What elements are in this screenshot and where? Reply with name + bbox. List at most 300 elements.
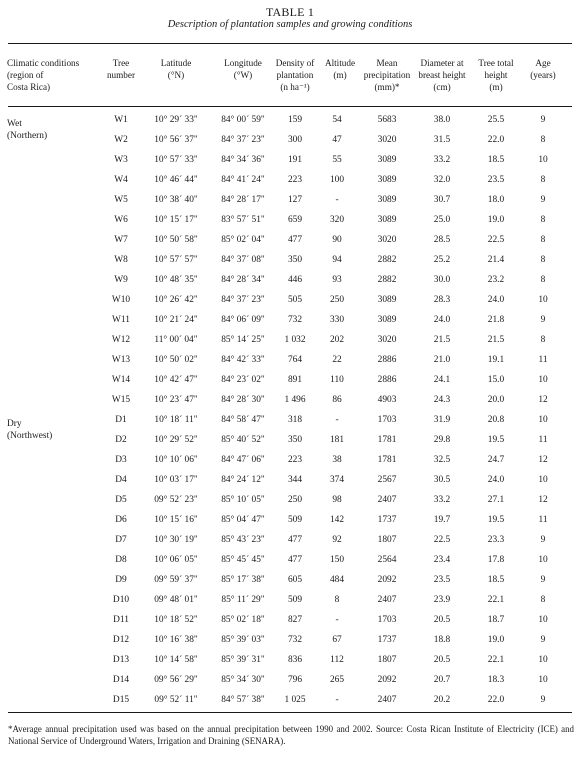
tree-number-cell: W5 [114, 195, 128, 205]
diameter-cell: 25.0 [433, 215, 451, 225]
density-cell: 223 [287, 175, 303, 185]
diameter-cell: 28.5 [433, 235, 451, 245]
header-tree-number: Tree number [106, 58, 136, 80]
altitude-cell: 90 [332, 235, 342, 245]
tree-number-cell: D13 [112, 655, 130, 665]
latitude-cell: 10° 16´ 38" [154, 635, 198, 645]
table-row [0, 690, 580, 710]
tree-number-cell: W15 [111, 395, 131, 405]
table-row [0, 370, 580, 390]
tree-number-cell: D14 [112, 675, 130, 685]
height-cell: 22.5 [487, 235, 505, 245]
tree-number-cell: W1 [114, 115, 128, 125]
density-cell: 764 [287, 355, 303, 365]
height-cell: 18.5 [487, 575, 505, 585]
altitude-cell: 92 [332, 535, 342, 545]
altitude-cell: - [335, 695, 339, 705]
latitude-cell: 10° 10´ 06" [154, 455, 198, 465]
tree-number-cell: W6 [114, 215, 128, 225]
diameter-cell: 23.9 [433, 595, 451, 605]
altitude-cell: 250 [329, 295, 345, 305]
precipitation-cell: 2564 [377, 555, 397, 565]
height-cell: 19.5 [487, 435, 505, 445]
longitude-cell: 84° 42´ 33" [221, 355, 265, 365]
diameter-cell: 30.7 [433, 195, 451, 205]
density-cell: 1 025 [284, 695, 306, 705]
age-cell: 10 [538, 155, 548, 165]
diameter-cell: 20.7 [433, 675, 451, 685]
precipitation-cell: 3089 [377, 215, 397, 225]
longitude-cell: 85° 39´ 03" [221, 635, 265, 645]
table-number: TABLE 1 [265, 5, 315, 19]
tree-number-cell: W3 [114, 155, 128, 165]
diameter-cell: 24.3 [433, 395, 451, 405]
table-row [0, 110, 580, 130]
density-cell: 350 [287, 255, 303, 265]
diameter-cell: 21.0 [433, 355, 451, 365]
longitude-cell: 84° 41´ 24" [221, 175, 265, 185]
latitude-cell: 09° 52´ 23" [154, 495, 198, 505]
latitude-cell: 10° 18´ 11" [154, 415, 198, 425]
table-footnote: *Average annual precipitation used was based on the annual precipitation between 1990 and 2002. Source: Costa Rican Institute of Electricity (ICE) and National Service of Underground Waters, Irrigation and Draining (SENARA). [8, 724, 574, 746]
precipitation-cell: 1703 [377, 415, 397, 425]
density-cell: 891 [287, 375, 303, 385]
precipitation-cell: 3089 [377, 315, 397, 325]
header-latitude: Latitude (°N) [160, 58, 192, 80]
precipitation-cell: 2882 [377, 255, 397, 265]
height-cell: 20.8 [487, 415, 505, 425]
latitude-cell: 10° 26´ 42" [154, 295, 198, 305]
density-cell: 1 032 [284, 335, 306, 345]
header-height: Tree total height (m) [478, 58, 514, 92]
table-row [0, 510, 580, 530]
density-cell: 477 [287, 555, 303, 565]
table-row [0, 310, 580, 330]
altitude-cell: 67 [332, 635, 342, 645]
diameter-cell: 20.2 [433, 695, 451, 705]
height-cell: 19.5 [487, 515, 505, 525]
altitude-cell: 110 [330, 375, 344, 385]
latitude-cell: 10° 06´ 05" [154, 555, 198, 565]
longitude-cell: 84° 37´ 23" [221, 135, 265, 145]
diameter-cell: 28.3 [433, 295, 451, 305]
latitude-cell: 10° 50´ 02" [154, 355, 198, 365]
latitude-cell: 10° 38´ 40" [154, 195, 198, 205]
table-row [0, 450, 580, 470]
diameter-cell: 30.0 [433, 275, 451, 285]
density-cell: 732 [287, 315, 303, 325]
height-cell: 23.5 [487, 175, 505, 185]
age-cell: 11 [538, 355, 548, 365]
header-diameter: Diameter at breast height (cm) [418, 58, 466, 92]
diameter-cell: 33.2 [433, 155, 451, 165]
tree-number-cell: W7 [114, 235, 128, 245]
height-cell: 23.3 [487, 535, 505, 545]
density-cell: 836 [287, 655, 303, 665]
longitude-cell: 85° 02´ 04" [221, 235, 265, 245]
tree-number-cell: D8 [115, 555, 127, 565]
tree-number-cell: W9 [114, 275, 128, 285]
tree-number-cell: W4 [114, 175, 128, 185]
tree-number-cell: W12 [111, 335, 131, 345]
age-cell: 9 [540, 535, 546, 545]
diameter-cell: 32.5 [433, 455, 451, 465]
longitude-cell: 85° 34´ 30" [221, 675, 265, 685]
table-row [0, 470, 580, 490]
altitude-cell: 330 [329, 315, 345, 325]
density-cell: 127 [287, 195, 303, 205]
altitude-cell: 150 [329, 555, 345, 565]
tree-number-cell: D2 [115, 435, 127, 445]
table-row [0, 390, 580, 410]
table-row [0, 570, 580, 590]
density-cell: 191 [287, 155, 303, 165]
age-cell: 8 [540, 215, 546, 225]
height-cell: 19.1 [487, 355, 505, 365]
density-cell: 300 [287, 135, 303, 145]
latitude-cell: 10° 23´ 47" [154, 395, 198, 405]
age-cell: 8 [540, 235, 546, 245]
header-climatic: Climatic conditions (region of Costa Rica) [7, 58, 80, 92]
height-cell: 18.5 [487, 155, 505, 165]
age-cell: 10 [538, 375, 548, 385]
altitude-cell: 54 [332, 115, 342, 125]
longitude-cell: 84° 00´ 59" [221, 115, 265, 125]
age-cell: 11 [538, 435, 548, 445]
table-row [0, 650, 580, 670]
longitude-cell: 85° 17´ 38" [221, 575, 265, 585]
table-row [0, 270, 580, 290]
age-cell: 10 [538, 675, 548, 685]
density-cell: 509 [287, 515, 303, 525]
tree-number-cell: D5 [115, 495, 127, 505]
altitude-cell: 98 [332, 495, 342, 505]
group-label-dry: Dry (Northwest) [7, 419, 53, 441]
density-cell: 605 [287, 575, 303, 585]
density-cell: 505 [287, 295, 303, 305]
density-cell: 159 [287, 115, 303, 125]
longitude-cell: 84° 57´ 38" [221, 695, 265, 705]
diameter-cell: 20.5 [433, 655, 451, 665]
precipitation-cell: 3020 [377, 335, 397, 345]
density-cell: 344 [287, 475, 303, 485]
height-cell: 15.0 [487, 375, 505, 385]
latitude-cell: 10° 57´ 33" [154, 155, 198, 165]
latitude-cell: 10° 30´ 19" [154, 535, 198, 545]
age-cell: 12 [538, 495, 548, 505]
height-cell: 22.0 [487, 695, 505, 705]
age-cell: 8 [540, 175, 546, 185]
longitude-cell: 85° 11´ 29" [221, 595, 265, 605]
altitude-cell: 22 [332, 355, 342, 365]
longitude-cell: 85° 02´ 18" [221, 615, 265, 625]
precipitation-cell: 2882 [377, 275, 397, 285]
header-precipitation: Mean precipitation (mm)* [363, 58, 411, 92]
header-rule [8, 106, 572, 107]
height-cell: 23.2 [487, 275, 505, 285]
latitude-cell: 10° 15´ 16" [154, 515, 198, 525]
diameter-cell: 19.7 [433, 515, 451, 525]
diameter-cell: 33.2 [433, 495, 451, 505]
altitude-cell: 86 [332, 395, 342, 405]
altitude-cell: 320 [329, 215, 345, 225]
age-cell: 9 [540, 115, 546, 125]
latitude-cell: 09° 56´ 29" [154, 675, 198, 685]
tree-number-cell: W14 [111, 375, 131, 385]
altitude-cell: 374 [329, 475, 345, 485]
altitude-cell: - [335, 415, 339, 425]
table-row [0, 130, 580, 150]
table-row [0, 630, 580, 650]
precipitation-cell: 3020 [377, 235, 397, 245]
diameter-cell: 24.0 [433, 315, 451, 325]
height-cell: 24.0 [487, 475, 505, 485]
density-cell: 1 496 [284, 395, 306, 405]
latitude-cell: 10° 56´ 37" [154, 135, 198, 145]
precipitation-cell: 3089 [377, 175, 397, 185]
density-cell: 827 [287, 615, 303, 625]
age-cell: 10 [538, 555, 548, 565]
precipitation-cell: 3020 [377, 135, 397, 145]
diameter-cell: 38.0 [433, 115, 451, 125]
bottom-rule [8, 712, 572, 713]
precipitation-cell: 5683 [377, 115, 397, 125]
latitude-cell: 10° 48´ 35" [154, 275, 198, 285]
header-age: Age (years) [530, 58, 556, 80]
table-row [0, 610, 580, 630]
altitude-cell: 8 [334, 595, 340, 605]
tree-number-cell: D12 [112, 635, 130, 645]
density-cell: 250 [287, 495, 303, 505]
group-label-wet: Wet (Northern) [7, 119, 48, 141]
tree-number-cell: D1 [115, 415, 127, 425]
age-cell: 9 [540, 635, 546, 645]
precipitation-cell: 2567 [377, 475, 397, 485]
height-cell: 27.1 [487, 495, 505, 505]
altitude-cell: 112 [330, 655, 344, 665]
top-rule [8, 43, 572, 44]
precipitation-cell: 2407 [377, 695, 397, 705]
longitude-cell: 85° 39´ 31" [221, 655, 265, 665]
density-cell: 318 [287, 415, 303, 425]
age-cell: 10 [538, 655, 548, 665]
height-cell: 21.8 [487, 315, 505, 325]
age-cell: 12 [538, 455, 548, 465]
longitude-cell: 84° 06´ 09" [221, 315, 265, 325]
table-row [0, 430, 580, 450]
latitude-cell: 10° 14´ 58" [154, 655, 198, 665]
header-density: Density of plantation (n ha⁻¹) [275, 58, 315, 92]
age-cell: 10 [538, 615, 548, 625]
longitude-cell: 84° 34´ 36" [221, 155, 265, 165]
precipitation-cell: 2407 [377, 495, 397, 505]
table-row [0, 550, 580, 570]
longitude-cell: 84° 47´ 06" [221, 455, 265, 465]
table-row [0, 290, 580, 310]
longitude-cell: 84° 58´ 47" [221, 415, 265, 425]
diameter-cell: 24.1 [433, 375, 451, 385]
latitude-cell: 10° 46´ 44" [154, 175, 198, 185]
longitude-cell: 84° 28´ 34" [221, 275, 265, 285]
latitude-cell: 10° 42´ 47" [154, 375, 198, 385]
precipitation-cell: 1807 [377, 655, 397, 665]
diameter-cell: 18.8 [433, 635, 451, 645]
latitude-cell: 09° 48´ 01" [154, 595, 198, 605]
tree-number-cell: W13 [111, 355, 131, 365]
longitude-cell: 84° 37´ 23" [221, 295, 265, 305]
age-cell: 8 [540, 595, 546, 605]
density-cell: 223 [287, 455, 303, 465]
header-longitude: Longitude (°W) [224, 58, 262, 80]
longitude-cell: 85° 43´ 23" [221, 535, 265, 545]
longitude-cell: 85° 40´ 52" [221, 435, 265, 445]
precipitation-cell: 1807 [377, 535, 397, 545]
height-cell: 20.0 [487, 395, 505, 405]
density-cell: 796 [287, 675, 303, 685]
diameter-cell: 31.9 [433, 415, 451, 425]
longitude-cell: 85° 10´ 05" [221, 495, 265, 505]
height-cell: 25.5 [487, 115, 505, 125]
tree-number-cell: D11 [113, 615, 129, 625]
tree-number-cell: W10 [111, 295, 131, 305]
precipitation-cell: 2886 [377, 375, 397, 385]
longitude-cell: 85° 14´ 25" [221, 335, 265, 345]
table-row [0, 210, 580, 230]
altitude-cell: 100 [329, 175, 345, 185]
altitude-cell: 47 [332, 135, 342, 145]
height-cell: 22.1 [487, 655, 505, 665]
table-row [0, 530, 580, 550]
precipitation-cell: 1781 [377, 455, 397, 465]
latitude-cell: 10° 29´ 33" [154, 115, 198, 125]
longitude-cell: 83° 57´ 51" [221, 215, 265, 225]
tree-number-cell: D9 [115, 575, 127, 585]
density-cell: 350 [287, 435, 303, 445]
diameter-cell: 30.5 [433, 475, 451, 485]
tree-number-cell: D3 [115, 455, 127, 465]
latitude-cell: 10° 03´ 17" [154, 475, 198, 485]
height-cell: 17.8 [487, 555, 505, 565]
altitude-cell: 142 [329, 515, 345, 525]
diameter-cell: 20.5 [433, 615, 451, 625]
age-cell: 10 [538, 415, 548, 425]
precipitation-cell: 1781 [377, 435, 397, 445]
tree-number-cell: W11 [112, 315, 130, 325]
precipitation-cell: 3089 [377, 195, 397, 205]
precipitation-cell: 2092 [377, 575, 397, 585]
precipitation-cell: 2886 [377, 355, 397, 365]
latitude-cell: 09° 52´ 11" [154, 695, 198, 705]
table-row [0, 170, 580, 190]
longitude-cell: 84° 28´ 17" [221, 195, 265, 205]
age-cell: 9 [540, 315, 546, 325]
height-cell: 21.4 [487, 255, 505, 265]
longitude-cell: 84° 28´ 30" [221, 395, 265, 405]
altitude-cell: 202 [329, 335, 345, 345]
altitude-cell: - [335, 195, 339, 205]
density-cell: 477 [287, 235, 303, 245]
altitude-cell: 93 [332, 275, 342, 285]
latitude-cell: 11° 00´ 04" [154, 335, 198, 345]
precipitation-cell: 1703 [377, 615, 397, 625]
precipitation-cell: 3089 [377, 295, 397, 305]
density-cell: 732 [287, 635, 303, 645]
table-row [0, 150, 580, 170]
table-caption: Description of plantation samples and growing conditions [167, 19, 413, 30]
altitude-cell: 181 [329, 435, 345, 445]
longitude-cell: 85° 04´ 47" [221, 515, 265, 525]
table-row [0, 190, 580, 210]
density-cell: 446 [287, 275, 303, 285]
density-cell: 659 [287, 215, 303, 225]
age-cell: 9 [540, 195, 546, 205]
longitude-cell: 84° 23´ 02" [221, 375, 265, 385]
altitude-cell: - [335, 615, 339, 625]
table-row [0, 490, 580, 510]
diameter-cell: 21.5 [433, 335, 451, 345]
latitude-cell: 10° 21´ 24" [154, 315, 198, 325]
height-cell: 19.0 [487, 635, 505, 645]
table-row [0, 670, 580, 690]
altitude-cell: 55 [332, 155, 342, 165]
height-cell: 21.5 [487, 335, 505, 345]
latitude-cell: 09° 59´ 37" [154, 575, 198, 585]
age-cell: 8 [540, 335, 546, 345]
age-cell: 11 [538, 515, 548, 525]
table-row [0, 230, 580, 250]
latitude-cell: 10° 29´ 52" [154, 435, 198, 445]
diameter-cell: 29.8 [433, 435, 451, 445]
latitude-cell: 10° 50´ 58" [154, 235, 198, 245]
age-cell: 8 [540, 135, 546, 145]
latitude-cell: 10° 15´ 17" [154, 215, 198, 225]
tree-number-cell: W8 [114, 255, 128, 265]
precipitation-cell: 1737 [377, 515, 397, 525]
longitude-cell: 84° 37´ 08" [221, 255, 265, 265]
table-row [0, 590, 580, 610]
height-cell: 19.0 [487, 215, 505, 225]
precipitation-cell: 4903 [377, 395, 397, 405]
height-cell: 24.7 [487, 455, 505, 465]
table-row [0, 410, 580, 430]
age-cell: 12 [538, 395, 548, 405]
altitude-cell: 38 [332, 455, 342, 465]
height-cell: 22.1 [487, 595, 505, 605]
latitude-cell: 10° 18´ 52" [154, 615, 198, 625]
age-cell: 8 [540, 275, 546, 285]
age-cell: 8 [540, 255, 546, 265]
tree-number-cell: D6 [115, 515, 127, 525]
height-cell: 24.0 [487, 295, 505, 305]
diameter-cell: 25.2 [433, 255, 451, 265]
diameter-cell: 22.5 [433, 535, 451, 545]
latitude-cell: 10° 57´ 57" [154, 255, 198, 265]
age-cell: 9 [540, 695, 546, 705]
altitude-cell: 265 [329, 675, 345, 685]
height-cell: 18.0 [487, 195, 505, 205]
age-cell: 9 [540, 575, 546, 585]
altitude-cell: 484 [329, 575, 345, 585]
diameter-cell: 23.5 [433, 575, 451, 585]
precipitation-cell: 2407 [377, 595, 397, 605]
density-cell: 477 [287, 535, 303, 545]
height-cell: 18.7 [487, 615, 505, 625]
tree-number-cell: D7 [115, 535, 127, 545]
tree-number-cell: D4 [115, 475, 127, 485]
tree-number-cell: D15 [112, 695, 130, 705]
tree-number-cell: W2 [114, 135, 128, 145]
altitude-cell: 94 [332, 255, 342, 265]
